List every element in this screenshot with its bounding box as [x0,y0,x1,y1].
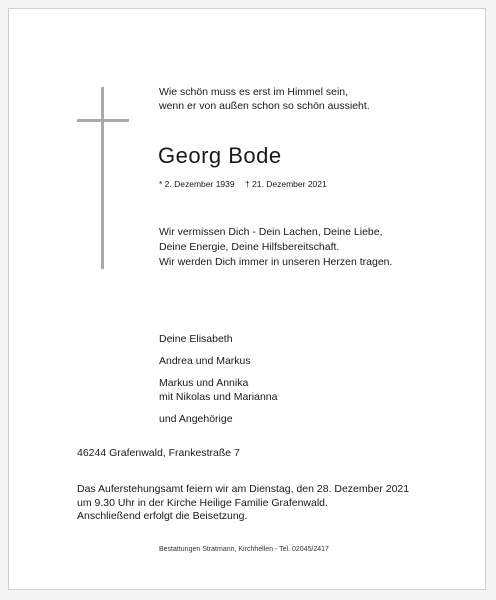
family-member: und Angehörige [159,413,233,425]
remembrance-text [159,225,392,270]
family-member: Deine Elisabeth [159,333,233,345]
family-member: Andrea und Markus [159,355,251,367]
family-signatures [159,332,277,426]
remembrance-line: Wir werden Dich immer in unseren Herzen tragen. [159,256,393,268]
life-dates [159,178,327,190]
family-member: mit Nikolas und Marianna [159,391,278,403]
funeral-service-info [77,483,409,524]
deceased-name: Georg Bode [158,143,282,168]
cross-horizontal-bar [77,119,129,122]
quote-line: Wie schön muss es erst im Himmel sein, [159,86,349,98]
family-member: Markus und Annika [159,377,249,389]
cross-icon [77,87,129,269]
birth-date: * 2. Dezember 1939 [159,179,235,189]
quote-line: wenn er von außen schon so schön aussieht. [159,100,370,112]
cross-vertical-bar [101,87,104,269]
remembrance-line: Deine Energie, Deine Hilfsbereitschaft. [159,241,340,253]
service-line: Anschließend erfolgt die Beisetzung. [77,510,248,522]
remembrance-line: Wir vermissen Dich - Dein Lachen, Deine Liebe, [159,226,383,238]
funeral-home-footer: Bestattungen Stratmann, Kirchhellen - Tel. 02045/2417 [159,546,329,553]
obituary-card [8,8,486,590]
family-address: 46244 Grafenwald, Frankestraße 7 [77,447,240,459]
service-line: Das Auferstehungsamt feiern wir am Dienstag, den 28. Dezember 2021 [77,483,410,495]
opening-quote [159,85,370,113]
service-line: um 9.30 Uhr in der Kirche Heilige Familie Grafenwald. [77,496,328,509]
death-date: † 21. Dezember 2021 [244,179,327,189]
